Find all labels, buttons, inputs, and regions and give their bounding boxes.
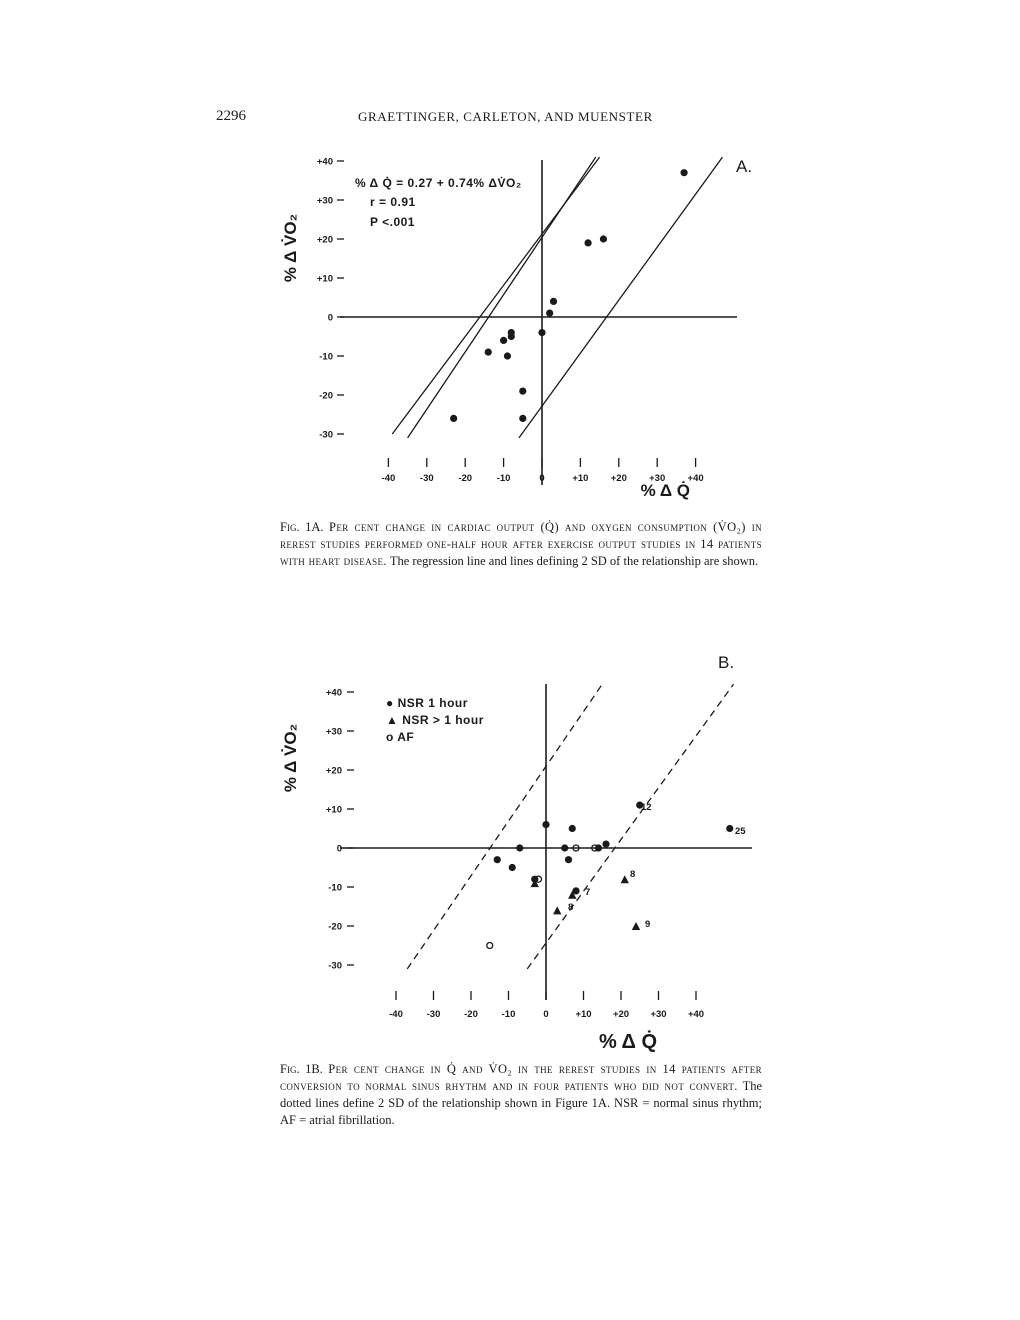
figure-1a-regression-equation: % Δ Q̇ = 0.27 + 0.74% ΔV̇O₂ <box>355 176 522 190</box>
legend-item-nsr-over-1-hour: ▲ NSR > 1 hour <box>386 713 484 727</box>
figure-1a-sd-lines <box>392 157 722 438</box>
b-x-tick-label-2: -30 <box>426 1009 441 1020</box>
a-x-tick-label-7: +20 <box>610 473 627 484</box>
figure-1a-panel-letter: A. <box>736 157 753 176</box>
b-x-tick-label-6: +10 <box>575 1009 592 1020</box>
a-y-tick-label-5: 0 <box>327 312 333 324</box>
figure-1a-caption <box>280 519 762 570</box>
b-y-tick-label-1: +40 <box>325 687 342 699</box>
a-point-s1-5 <box>508 333 515 340</box>
running-head: GRAETTINGER, CARLETON, AND MUENSTER <box>358 109 653 124</box>
figure-1a-correlation-r: r = 0.91 <box>370 195 416 209</box>
b-y-tick-label-5: 0 <box>336 843 342 855</box>
a-point-s1-8 <box>519 415 526 422</box>
a-point-s1-3 <box>500 337 507 344</box>
a-line-3 <box>519 157 723 438</box>
a-x-tick-label-9: +40 <box>687 473 704 484</box>
page-header <box>0 108 1020 130</box>
figure-1a-y-ticks <box>317 157 344 441</box>
b-y-tick-label-7: -20 <box>328 921 342 933</box>
b-y-tick-label-6: -10 <box>328 882 342 894</box>
figure-1b-point-labels <box>568 802 746 930</box>
a-point-s1-1 <box>450 415 457 422</box>
figure-1b-data-points <box>487 802 734 949</box>
b-x-tick-label-1: -40 <box>389 1009 403 1020</box>
b-y-tick-label-8: -30 <box>328 960 342 972</box>
a-point-s1-13 <box>600 235 607 242</box>
figure-1b-caption-text: The dotted lines define 2 SD of the relationship shown in Figure 1A. NSR = normal sinus rhythm; AF = atrial fibrillation. <box>280 1079 762 1127</box>
figure-1b-y-ticks <box>326 688 354 972</box>
figure-1a-caption-text: The regression line and lines defining 2 SD of the relationship are shown. <box>389 554 759 568</box>
b-point-s1-11 <box>602 841 609 848</box>
a-point-s1-2 <box>485 349 492 356</box>
a-x-tick-label-4: -10 <box>496 473 511 484</box>
b-x-tick-label-8: +30 <box>650 1009 667 1020</box>
b-point-s1-7 <box>569 825 576 832</box>
point-label-8b: 8 <box>568 902 574 913</box>
figure-1a-p-value: P <.001 <box>370 215 415 229</box>
figure-1a-data-points <box>450 169 688 422</box>
a-y-tick-label-1: +40 <box>316 156 333 168</box>
b-point-s1-13 <box>726 825 733 832</box>
a-x-tick-label-2: -30 <box>419 473 434 484</box>
b-x-tick-label-7: +20 <box>612 1009 630 1020</box>
a-point-s1-14 <box>680 169 687 176</box>
a-x-tick-label-3: -20 <box>458 473 473 484</box>
a-x-tick-label-1: -40 <box>381 473 396 484</box>
a-y-tick-label-4: +10 <box>316 273 333 285</box>
figure-1a-y-axis-title: % Δ V̇O₂ <box>281 213 300 283</box>
a-y-tick-label-8: -30 <box>319 429 333 441</box>
b-line-2 <box>527 684 733 969</box>
b-y-tick-label-3: +20 <box>325 765 342 777</box>
a-point-s1-12 <box>584 239 591 246</box>
a-point-s1-7 <box>519 388 526 395</box>
figure-1b-caption-label: Fig. 1B. <box>280 1062 323 1076</box>
figure-1a-x-axis-title: % Δ Q̇ <box>640 481 690 500</box>
legend-item-af: o AF <box>386 730 415 744</box>
a-point-s1-10 <box>546 310 553 317</box>
b-y-tick-label-4: +10 <box>325 804 342 816</box>
b-point-s2-2 <box>553 906 561 914</box>
b-x-tick-label-3: -20 <box>464 1009 478 1020</box>
figure-1b-scatter-plot <box>0 648 1020 1058</box>
figure-1b-y-axis-title: % Δ V̇O₂ <box>281 723 300 793</box>
a-x-tick-label-5: 0 <box>539 473 545 484</box>
point-label-12: 12 <box>641 802 652 813</box>
b-point-s1-8 <box>565 856 572 863</box>
a-line-2 <box>392 157 599 434</box>
page-number: 2296 <box>216 108 246 124</box>
b-point-s1-6 <box>561 844 568 851</box>
a-x-tick-label-6: +10 <box>572 473 589 484</box>
b-point-s3-1 <box>487 943 493 949</box>
figure-1a-caption-label: Fig. 1A. <box>280 520 324 534</box>
point-label-9: 9 <box>645 919 651 930</box>
point-label-8a: 8 <box>630 869 636 880</box>
figure-1a-scatter-plot <box>0 140 1020 500</box>
a-x-tick-label-8: +30 <box>649 473 666 484</box>
b-x-tick-label-4: -10 <box>501 1009 516 1020</box>
figure-1a-caption-lead: Per cent change in cardiac output (Q̇) and oxygen consumption (V̇O₂) in rerest studies performed one-half hour after exercise output studies in 14 patients with heart disease. <box>280 520 762 568</box>
b-point-s2-4 <box>621 875 629 883</box>
b-point-s1-5 <box>542 821 549 828</box>
figure-1b-legend <box>386 696 484 744</box>
legend-item-nsr-1-hour: ● NSR 1 hour <box>386 696 468 710</box>
b-point-s1-3 <box>516 844 523 851</box>
point-label-25: 25 <box>735 826 746 837</box>
figure-1b-caption-lead: Per cent change in Q̇ and V̇O₂ in the rerest studies in 14 patients after conversion to normal sinus rhythm and in four patients who did not convert. <box>280 1062 762 1093</box>
b-point-s2-5 <box>632 922 640 930</box>
figure-1b-caption <box>280 1061 762 1129</box>
a-point-s1-6 <box>504 352 511 359</box>
figure-1b-x-axis-title: % Δ Q̇ <box>598 1031 658 1053</box>
a-y-tick-label-6: -10 <box>319 351 333 363</box>
a-point-s1-9 <box>538 329 545 336</box>
figure-1b-panel-letter: B. <box>718 653 735 672</box>
b-x-tick-label-5: 0 <box>543 1009 549 1020</box>
a-point-s1-11 <box>550 298 557 305</box>
b-x-tick-label-9: +40 <box>687 1009 705 1020</box>
b-point-s1-1 <box>494 856 501 863</box>
figure-1b-x-ticks <box>389 991 704 1020</box>
a-y-tick-label-7: -20 <box>319 390 333 402</box>
b-point-s1-2 <box>509 864 516 871</box>
a-y-tick-label-2: +30 <box>316 195 333 207</box>
a-y-tick-label-3: +20 <box>316 234 333 246</box>
b-y-tick-label-2: +30 <box>325 726 342 738</box>
point-label-7: 7 <box>585 887 591 898</box>
